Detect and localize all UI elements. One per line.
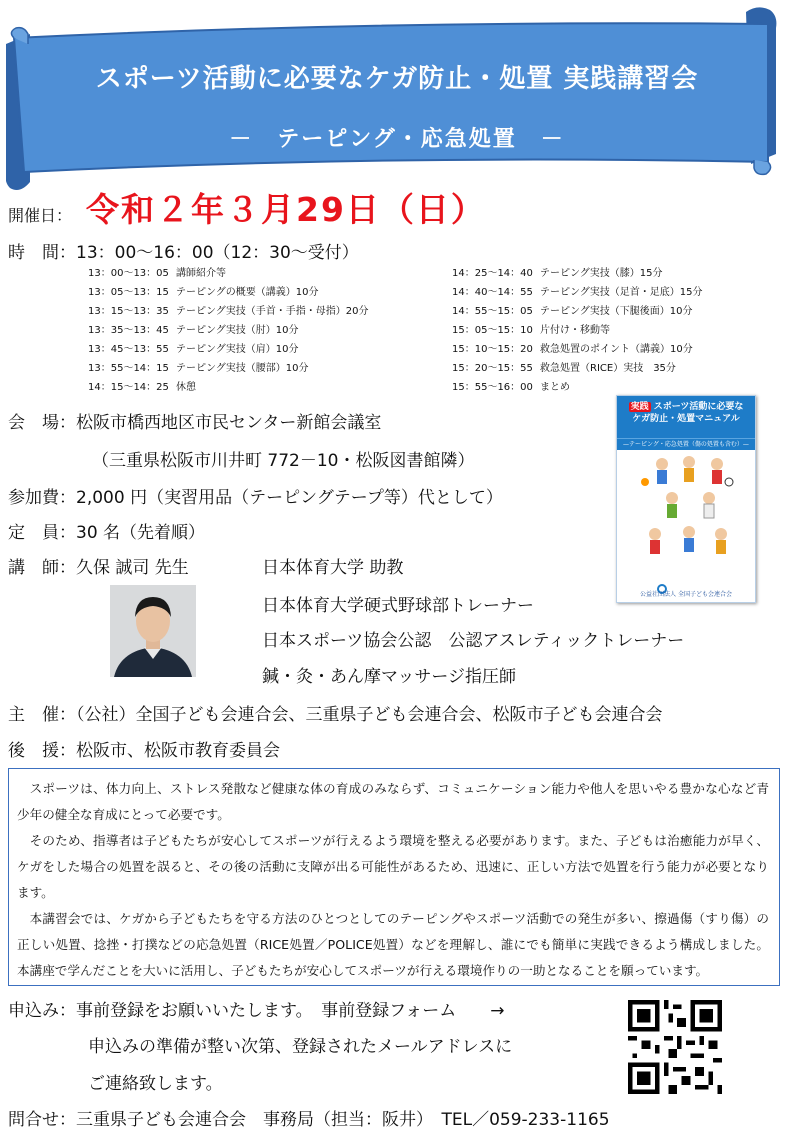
time-value: 13：00～16：00（12：30～受付） xyxy=(76,243,359,263)
intro-box xyxy=(8,768,780,986)
banner-title: スポーツ活動に必要なケガ防止・処置 実践講習会 xyxy=(95,64,699,94)
contact-label: 問合せ： xyxy=(8,1110,76,1130)
schedule-right xyxy=(452,264,703,397)
banner-scroll-shape xyxy=(6,4,778,196)
instructor-title: 日本体育大学 助教 xyxy=(262,558,404,578)
capacity-label: 定 員： xyxy=(8,523,76,543)
apply-line: ご連絡致します。 xyxy=(88,1074,223,1094)
venue-label: 会 場： xyxy=(8,413,76,433)
support-row xyxy=(8,736,280,761)
schedule-row: 13：15～13：35 テーピング実技（手首・手指・母指）20分 xyxy=(88,306,369,317)
capacity-value: 30 名（先着順） xyxy=(76,523,206,543)
cover-title: 実践 スポーツ活動に必要な ケガ防止・処置マニュアル xyxy=(617,396,755,438)
fee-row xyxy=(8,483,503,508)
support-value: 松阪市、松阪市教育委員会 xyxy=(76,741,280,761)
schedule-row: 13：00～13：05 講師紹介等 xyxy=(88,268,226,279)
contact-row xyxy=(8,1105,610,1130)
schedule-left xyxy=(88,264,369,397)
schedule-row: 15：20～15：55 救急処置（RICE）実技 35分 xyxy=(452,363,676,374)
venue-row xyxy=(8,408,381,433)
banner-subtitle: － テーピング・応急処置 － xyxy=(229,127,565,152)
organizer-label: 主 催： xyxy=(8,705,76,725)
schedule-row: 14：15～14：25 休憩 xyxy=(88,382,196,393)
capacity-row xyxy=(8,518,205,543)
fee-label: 参加費： xyxy=(8,488,76,508)
instructor-title: 鍼・灸・あん摩マッサージ指圧師 xyxy=(262,667,516,687)
fee-value: 2,000 円（実習用品（テーピングテープ等）代として） xyxy=(76,488,503,508)
intro-paragraph: そのため、指導者は子どもたちが安心してスポーツが行えるよう環境を整える必要があります。また、子どもは治癒能力が早く、ケガをした場合の処置を誤ると、その後の活動に支障が出る可能性があるため、迅速に、正しい方法で処置を行う能力が必要となります。 xyxy=(17,833,769,900)
cover-footer: 公益社団法人 全国子ども会連合会 xyxy=(640,591,732,598)
schedule-row: 15：55～16：00 まとめ xyxy=(452,382,570,393)
instructor-name: 久保 誠司 先生 xyxy=(76,558,189,578)
venue-address: （三重県松阪市川井町 772－10・松阪図書館隣） xyxy=(92,451,475,471)
venue-value: 松阪市橋西地区市民センター新館会議室 xyxy=(76,413,382,433)
cover-badge: 実践 xyxy=(630,402,649,412)
registration-qr-code[interactable] xyxy=(628,1000,722,1094)
schedule-row: 13：45～13：55 テーピング実技（肩）10分 xyxy=(88,344,299,355)
cover-subtitle: —テーピング・応急処置（傷の処置も含む）— xyxy=(617,438,755,450)
intro-paragraph: 本講習会では、ケガから子どもたちを守る方法のひとつとしてのテーピングやスポーツ活動での発生が多い、擦過傷（すり傷）の正しい処置、捻挫・打撲などの応急処置（RICE処置／POLICE処置）などを理解し、誰にでも簡単に実践できるよう構成しました。本講座で学んだことを大いに活用し、子どもたちが安心してスポーツが行える環境作りの一助となることを願っています。 xyxy=(17,911,769,978)
apply-row xyxy=(8,996,505,1021)
schedule-row: 14：40～14：55 テーピング実技（足首・足底）15分 xyxy=(452,287,703,298)
apply-line: 申込みの準備が整い次第、登録されたメールアドレスに xyxy=(88,1037,513,1057)
organizer-row xyxy=(8,700,663,725)
date-label: 開催日： xyxy=(8,206,73,225)
support-label: 後 援： xyxy=(8,741,76,761)
schedule-row: 14：25～14：40 テーピング実技（膝）15分 xyxy=(452,268,663,279)
instructor-title: 日本体育大学硬式野球部トレーナー xyxy=(262,596,534,616)
cover-illustration xyxy=(617,450,756,570)
instructor-label: 講 師： xyxy=(8,558,76,578)
schedule-row: 13：35～13：45 テーピング実技（肘）10分 xyxy=(88,325,299,336)
manual-cover-image xyxy=(616,395,756,603)
time-label: 時 間： xyxy=(8,243,76,263)
contact-value: 三重県子ども会連合会 事務局（担当：阪井） TEL／059-233-1165 xyxy=(76,1110,610,1130)
schedule-row: 15：05～15：10 片付け・移動等 xyxy=(452,325,610,336)
schedule-row: 13：55～14：15 テーピング実技（腰部）10分 xyxy=(88,363,309,374)
apply-line: 事前登録をお願いいたします。 事前登録フォーム → xyxy=(76,1001,505,1021)
schedule-row: 13：05～13：15 テーピングの概要（講義）10分 xyxy=(88,287,319,298)
schedule-row: 15：10～15：20 救急処置のポイント（講義）10分 xyxy=(452,344,693,355)
instructor-photo xyxy=(110,585,196,677)
title-banner xyxy=(6,4,778,196)
apply-label: 申込み： xyxy=(8,1001,76,1021)
time-row xyxy=(8,238,359,263)
instructor-row xyxy=(8,553,189,578)
schedule-row: 14：55～15：05 テーピング実技（下腿後面）10分 xyxy=(452,306,693,317)
organizer-value: （公社）全国子ども会連合会、三重県子ども会連合会、松阪市子ども会連合会 xyxy=(76,705,663,725)
instructor-title: 日本スポーツ協会公認 公認アスレティックトレーナー xyxy=(262,631,685,651)
event-date: 令和２年３月29日（日） xyxy=(86,190,486,229)
intro-paragraph: スポーツは、体力向上、ストレス発散など健康な体の育成のみならず、コミュニケーション能力や他人を思いやる豊かな心など青少年の健全な育成にとって必要です。 xyxy=(17,781,769,822)
